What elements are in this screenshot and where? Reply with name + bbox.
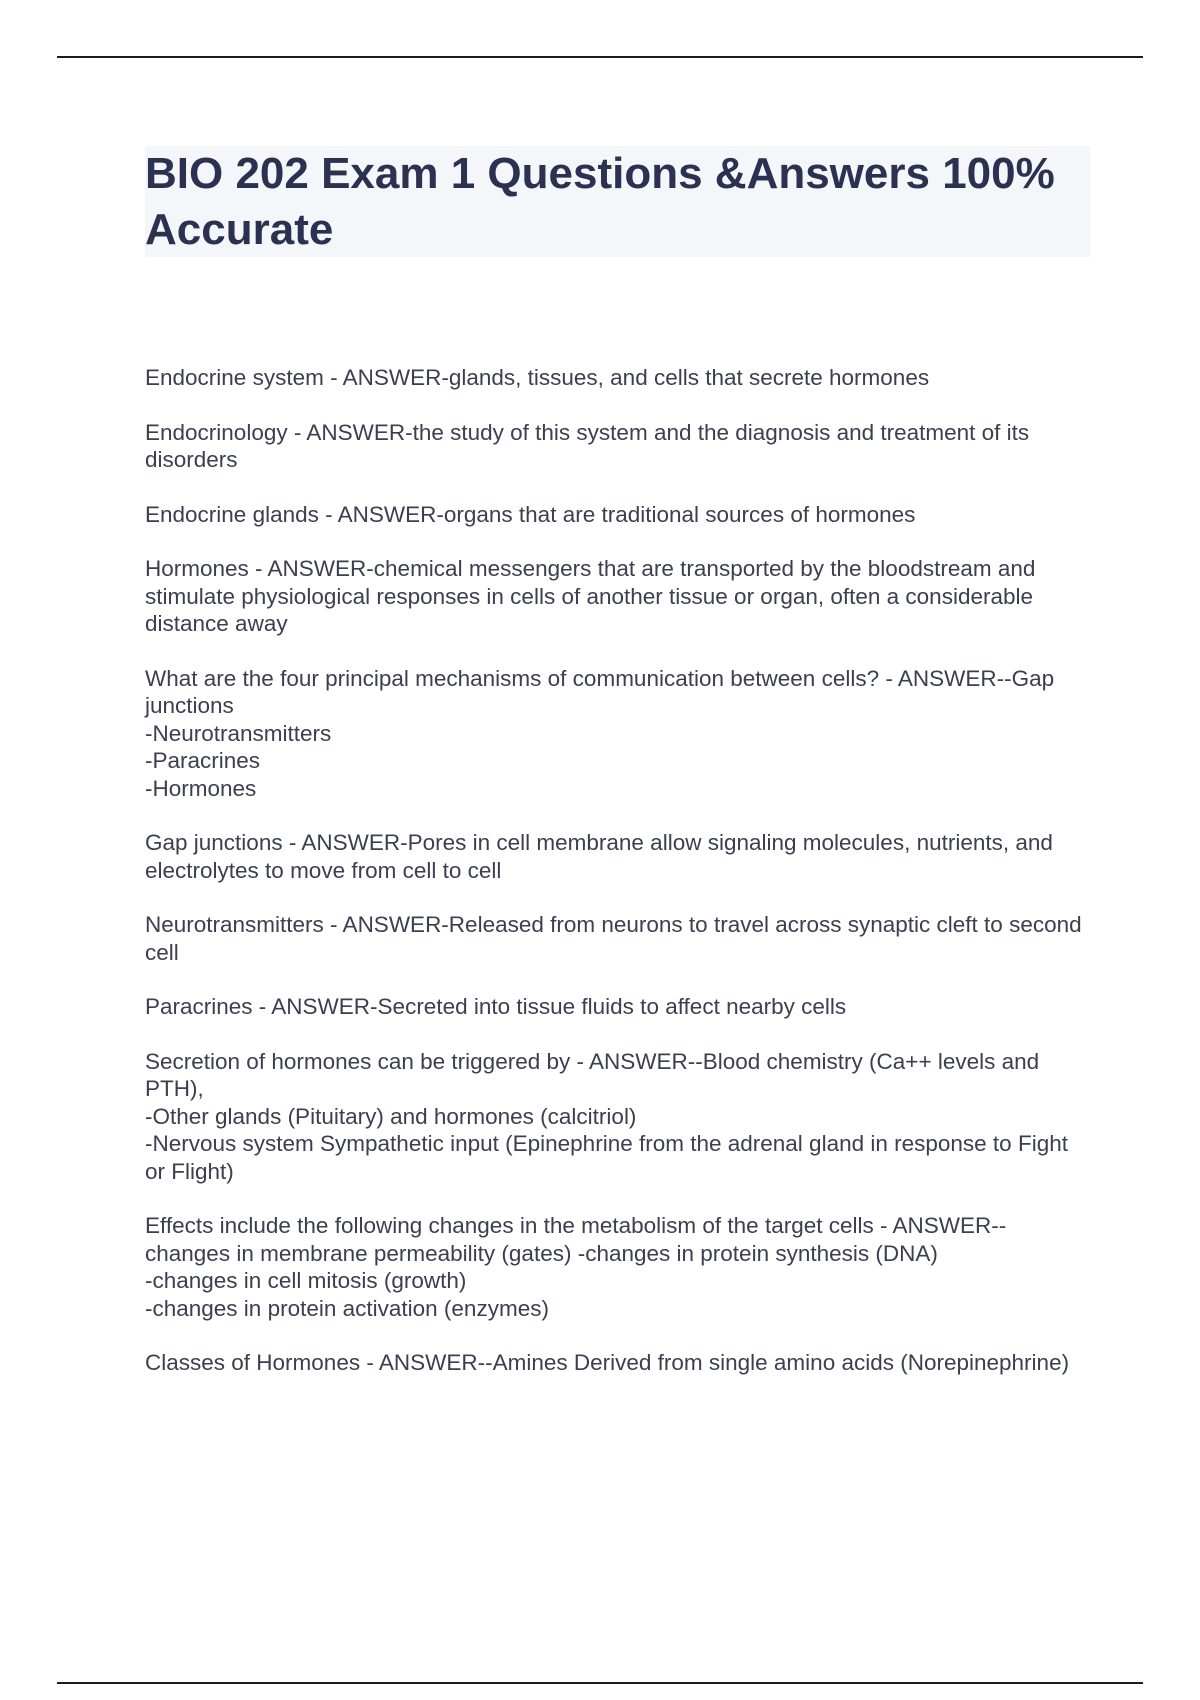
- qa-list: [145, 364, 1090, 1404]
- qa-item: Gap junctions - ANSWER-Pores in cell membrane allow signaling molecules, nutrients, and electrolytes to move from cell to cell: [145, 830, 1053, 883]
- title-block: [145, 146, 1090, 257]
- qa-item: What are the four principal mechanisms of communication between cells? - ANSWER--Gap junctions -Neurotransmitters -Paracrines -Hormones: [145, 665, 1055, 801]
- qa-item: Hormones - ANSWER-chemical messengers that are transported by the bloodstream and stimulate physiological responses in cells of another tissue or organ, often a considerable distance away: [145, 556, 1036, 636]
- document-title: BIO 202 Exam 1 Questions &Answers 100% Accurate: [145, 149, 1055, 254]
- bottom-rule: [57, 1682, 1143, 1684]
- qa-item: Endocrine system - ANSWER-glands, tissues, and cells that secrete hormones: [145, 365, 930, 390]
- qa-item: Neurotransmitters - ANSWER-Released from neurons to travel across synaptic cleft to second cell: [145, 912, 1082, 965]
- top-rule: [57, 56, 1143, 58]
- qa-item: Secretion of hormones can be triggered by - ANSWER--Blood chemistry (Ca++ levels and PTH), -Other glands (Pituitary) and hormones (calcitriol) -Nervous system Sympathetic input (Epinephrine from the adrenal gland in response to Fight or Flight): [145, 1048, 1068, 1184]
- qa-item: Endocrine glands - ANSWER-organs that are traditional sources of hormones: [145, 501, 916, 527]
- qa-item: Endocrinology - ANSWER-the study of this system and the diagnosis and treatment of its disorders: [145, 419, 1030, 472]
- qa-item: Paracrines - ANSWER-Secreted into tissue fluids to affect nearby cells: [145, 994, 847, 1019]
- qa-item: Classes of Hormones - ANSWER--Amines Derived from single amino acids (Norepinephrine): [145, 1350, 1070, 1375]
- qa-item: Effects include the following changes in the metabolism of the target cells - ANSWER--changes in membrane permeability (gates) -changes in protein synthesis (DNA) -changes in cell mitosis (growth) -changes in protein activation (enzymes): [145, 1213, 1007, 1321]
